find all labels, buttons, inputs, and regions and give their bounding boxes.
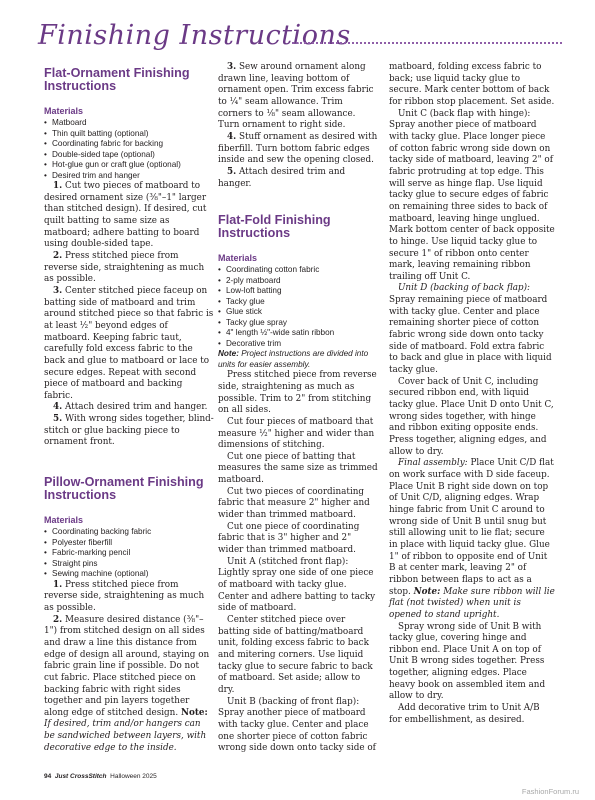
list-item: • Coordinating cotton fabric [218, 265, 378, 276]
note-label: Note: [413, 586, 441, 597]
step-number: 1. [53, 181, 63, 191]
materials-heading: Materials [218, 253, 258, 264]
step-text: Center stitched piece faceup on batting side of matboard and trim around stitched piece so that fabric is at least ½" beyond edges of matboard. Keeping fabric taut, carefully fold excess fabric to the back and glue to matboard or lace to secure edges. Repeat with second piece of matboard and backing fabric. [44, 285, 214, 401]
heading-line-1: Flat-Fold Finishing [218, 213, 331, 228]
page-title: Finishing Instructions [38, 20, 351, 51]
units-note [218, 349, 378, 370]
body-paragraph [389, 458, 555, 621]
pillow-ornament-heading [44, 476, 214, 502]
body-paragraph: Spray wrong side of Unit B with tacky glue, covering hinge and ribbon end. Place Unit A on top of Unit B wrong sides together. Press together, aligning edges. Place heavy book on assembled item and allow to dry. [389, 621, 546, 702]
list-item: • Desired trim and hanger [44, 171, 214, 182]
step-number: 5. [227, 166, 237, 177]
step-text: Stuff ornament as desired with fiberfill. Turn bottom fabric edges inside and sew the opening closed. [218, 131, 378, 166]
step-paragraph [44, 414, 214, 449]
heading-line-2: Instructions [218, 226, 291, 241]
materials-list [218, 265, 378, 349]
list-item: • Double-sided tape (optional) [44, 150, 214, 161]
note-text: If desired, trim and/or hangers can be sandwiched between layers, with decorative edge to the inside. [44, 719, 207, 753]
watermark: FashionForum.ru [521, 787, 579, 796]
list-item: • Hot-glue gun or craft glue (optional) [44, 160, 214, 171]
body-paragraph: Center stitched piece over batting side of batting/matboard unit, folding excess fabric to back and mitering corners. Use liquid tacky glue to secure fabric to back of matboard. Set aside; allow to dry. [218, 615, 373, 695]
step-text: Attach desired trim and hanger. [218, 166, 346, 189]
page-footer [44, 773, 157, 780]
body-paragraph: Cut one piece of coordinating fabric that is 3" higher and 2" wider than trimmed matboard. [218, 521, 360, 556]
list-item: • Decorative trim [218, 339, 378, 350]
magazine-name: Just CrossStitch [54, 773, 107, 780]
list-item: • Polyester fiberfill [44, 538, 214, 549]
step-number: 2. [53, 250, 63, 261]
list-item: • Matboard [44, 118, 214, 129]
step-number: 1. [53, 579, 63, 590]
heading-line-2: Instructions [44, 488, 117, 503]
body-paragraph: Unit A (stitched front flap): Lightly spray one side of one piece of matboard with tacky glue. Center and adhere batting to tacky side of matboard. [218, 556, 376, 614]
column-2 [218, 62, 378, 755]
step-number: 4. [53, 402, 63, 413]
heading-line-2: Instructions [44, 79, 117, 93]
step-paragraph [44, 251, 214, 286]
materials-heading: Materials [44, 515, 84, 526]
column-3 [389, 62, 555, 726]
note-text: Project instructions are divided into units for easier assembly. [218, 349, 369, 369]
body-paragraph: Add decorative trim to Unit A/B for embellishment, as desired. [389, 703, 540, 725]
list-item: • Coordinating backing fabric [44, 527, 214, 538]
step-paragraph [44, 286, 214, 403]
body-paragraph: Unit C (back flap with hinge): Spray another piece of matboard with tacky glue. Place longer piece of cotton fabric wrong side down on tacky side of matboard, leaving 2" of fabric protruding at top edge. This will serve as hinge flap. Use liquid tacky glue to secure edges of fabric on remaining three sides to back of matboard, leaving hinge unglued. Mark bottom center of back opposite to hinge. Use liquid tacky glue to secure 1" of ribbon onto center mark, leaving remaining ribbon trailing off Unit C. [389, 108, 555, 282]
list-item: • Straight pins [44, 559, 214, 570]
list-item: • Thin quilt batting (optional) [44, 129, 214, 140]
paragraph-text: Place Unit C/D flat on work surface with D side faceup. Place Unit B right side down on top of Unit C/D, aligning edges. Wrap hinge fabric from Unit C around to wrong side of Unit B until snug but still allowing unit to lie flat; secure in place with liquid tacky glue. Glue 1" of ribbon to opposite end of Unit B at center mark, leaving 2" of ribbon between flaps to act as a stop. [389, 458, 554, 597]
note-text: Make sure ribbon will lie flat (not twisted) when unit is opened to stand upright. [389, 586, 555, 620]
step-text: Sew around ornament along drawn line, leaving bottom of ornament open. Trim excess fabric to ¼" seam allowance. Trim corners to ⅛" seam allowance. Turn ornament to right side. [218, 62, 374, 131]
body-paragraph [389, 283, 555, 376]
step-number: 4. [227, 131, 237, 142]
step-number: 3. [227, 62, 237, 72]
note-label: Note: [180, 707, 208, 718]
step-text: Measure desired distance (⅜"–1") from stitched design on all sides and draw a line this distance from edge of design all around, staying on fabric grain line if possible. Do not cut fabric. Place stitched piece on backing fabric with right sides together and pin layers together along edge of stitched design. [44, 614, 210, 718]
title-dotted-rule [292, 42, 562, 44]
body-paragraph: Unit B (backing of front flap): Spray another piece of matboard with tacky glue. Center and place one shorter piece of cotton fabric wrong side down onto tacky side of [218, 696, 376, 754]
materials-list [44, 527, 214, 580]
list-item: • Glue stick [218, 307, 378, 318]
step-number: 3. [53, 285, 63, 296]
column-1 [44, 62, 214, 754]
body-paragraph: Cut one piece of batting that measures the same size as trimmed matboard. [218, 451, 378, 486]
body-paragraph: Cut four pieces of matboard that measure ½" higher and wider than dimensions of stitching. [218, 416, 375, 451]
list-item: • Sewing machine (optional) [44, 569, 214, 580]
step-text: Cut two pieces of matboard to desired ornament size (⅜"–1" larger than stitched design). If desired, cut quilt batting to same size as matboard; adhere batting to board using double-sided tape. [44, 181, 207, 250]
list-item: • Tacky glue [218, 297, 378, 308]
step-text: Press stitched piece from reverse side, straightening as much as possible. [44, 250, 205, 285]
list-item: • Coordinating fabric for backing [44, 139, 214, 150]
step-paragraph [44, 181, 214, 251]
step-text: Press stitched piece from reverse side, straightening as much as possible. [44, 579, 205, 613]
list-item: • 2-ply matboard [218, 276, 378, 287]
step-paragraph [44, 615, 214, 755]
step-paragraph [44, 580, 214, 615]
heading-line-1: Flat-Ornament Finishing [44, 66, 190, 80]
page-header [0, 0, 595, 62]
step-text: With wrong sides together, blind-stitch or glue backing piece to ornament front. [44, 414, 214, 448]
step-paragraph [218, 62, 378, 132]
unit-label: Unit D (backing of back flap): [398, 283, 530, 294]
unit-label: Final assembly: [398, 458, 468, 469]
step-text: Attach desired trim and hanger. [64, 402, 208, 413]
issue-name: Halloween 2025 [110, 773, 157, 780]
materials-list [44, 118, 214, 181]
body-paragraph: matboard, folding excess fabric to back; use liquid tacky glue to secure. Mark center bottom of back for ribbon stop placement. Set aside. [389, 62, 555, 107]
materials-heading: Materials [44, 106, 84, 116]
step-paragraph [218, 167, 378, 190]
heading-line-1: Pillow-Ornament Finishing [44, 475, 204, 490]
page-number: 94 [44, 773, 52, 780]
list-item: • Tacky glue spray [218, 318, 378, 329]
step-number: 5. [53, 414, 63, 425]
list-item: • 4" length ½"-wide satin ribbon [218, 328, 378, 339]
step-number: 2. [53, 614, 63, 625]
flat-fold-heading [218, 214, 378, 240]
step-paragraph [218, 132, 378, 167]
note-label: Note: [218, 349, 239, 359]
list-item: • Low-loft batting [218, 286, 378, 297]
step-paragraph [44, 402, 214, 414]
body-paragraph: Press stitched piece from reverse side, straightening as much as possible. Trim to 2" from stitching on all sides. [218, 370, 377, 416]
paragraph-text: Spray remaining piece of matboard with tacky glue. Center and place remaining shorter piece of cotton fabric wrong side down onto tacky side of matboard. Fold extra fabric to back and glue in place with liquid tacky glue. [389, 295, 552, 376]
body-paragraph: Cut two pieces of coordinating fabric that measure 2" higher and wider than trimmed matboard. [218, 486, 370, 521]
flat-ornament-heading [44, 67, 214, 93]
list-item: • Fabric-marking pencil [44, 548, 214, 559]
body-paragraph: Cover back of Unit C, including secured ribbon end, with liquid tacky glue. Place Unit D onto Unit C, wrong sides together, with hinge and ribbon exiting opposite ends. Press together, aligning edges, and allow to dry. [389, 376, 554, 457]
